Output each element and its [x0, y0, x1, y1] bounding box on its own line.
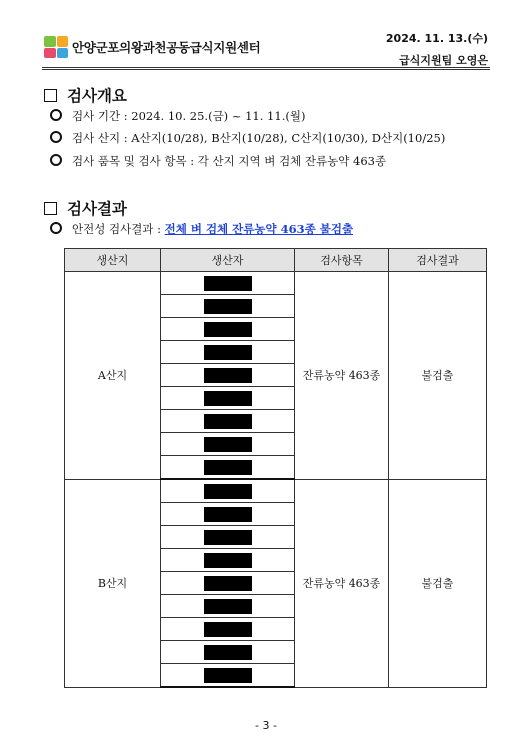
square-bullet-icon — [44, 89, 57, 102]
redacted-producer-bar — [204, 484, 252, 499]
redacted-producer-bar — [204, 576, 252, 591]
producer-cell — [161, 295, 295, 318]
producer-cell — [161, 410, 295, 433]
producer-cell — [161, 456, 295, 480]
column-header-region: 생산지 — [65, 249, 161, 272]
column-header-test-result: 검사결과 — [389, 249, 487, 272]
results-summary-value: 전체 벼 검체 잔류농약 463종 불검출 — [164, 222, 354, 236]
redacted-producer-bar — [204, 391, 252, 406]
column-header-test-item: 검사항목 — [295, 249, 389, 272]
organization-name: 안양군포의왕과천공동급식지원센터 — [72, 40, 261, 55]
producer-cell — [161, 549, 295, 572]
redacted-producer-bar — [204, 322, 252, 337]
redacted-producer-bar — [204, 276, 252, 291]
circle-bullet-icon — [50, 222, 62, 234]
producer-cell — [161, 479, 295, 503]
test-result-cell: 불검출 — [389, 272, 487, 480]
table-header-row — [65, 249, 487, 272]
table-row — [65, 272, 487, 295]
redacted-producer-bar — [204, 345, 252, 360]
test-item-cell: 잔류농약 463종 — [295, 479, 389, 687]
producer-cell — [161, 572, 295, 595]
redacted-producer-bar — [204, 553, 252, 568]
center-logo — [44, 36, 68, 58]
producer-cell — [161, 318, 295, 341]
redacted-producer-bar — [204, 530, 252, 545]
circle-bullet-icon — [50, 154, 62, 166]
redacted-producer-bar — [204, 460, 252, 475]
redacted-producer-bar — [204, 645, 252, 660]
redacted-producer-bar — [204, 507, 252, 522]
producer-cell — [161, 618, 295, 641]
test-result-cell: 불검출 — [389, 479, 487, 687]
overview-heading: 검사개요 — [44, 84, 127, 106]
page-number: - 3 - — [255, 719, 277, 732]
document-date: 2024. 11. 13.(수) — [385, 32, 488, 45]
author-team: 급식지원팀 오영은 — [399, 54, 488, 67]
redacted-producer-bar — [204, 599, 252, 614]
region-cell: A산지 — [65, 272, 161, 480]
circle-bullet-icon — [50, 109, 62, 121]
circle-bullet-icon — [50, 131, 62, 143]
producer-cell — [161, 503, 295, 526]
redacted-producer-bar — [204, 668, 252, 683]
producer-cell — [161, 433, 295, 456]
producer-cell — [161, 526, 295, 549]
square-bullet-icon — [44, 202, 57, 215]
region-cell: B산지 — [65, 479, 161, 687]
producer-cell — [161, 341, 295, 364]
producer-cell — [161, 272, 295, 295]
producer-cell — [161, 387, 295, 410]
redacted-producer-bar — [204, 622, 252, 637]
overview-item: 검사 기간 : 2024. 10. 25.(금) ~ 11. 11.(월) — [50, 108, 305, 124]
test-item-cell: 잔류농약 463종 — [295, 272, 389, 480]
results-table — [64, 248, 487, 688]
producer-cell — [161, 641, 295, 664]
producer-cell — [161, 664, 295, 688]
producer-cell — [161, 364, 295, 387]
overview-item: 검사 품목 및 검사 항목 : 각 산지 지역 벼 검체 잔류농약 463종 — [50, 153, 386, 169]
column-header-producer: 생산자 — [161, 249, 295, 272]
table-row — [65, 479, 487, 503]
overview-item: 검사 산지 : A산지(10/28), B산지(10/28), C산지(10/30), D산지(10/25) — [50, 130, 445, 146]
producer-cell — [161, 595, 295, 618]
redacted-producer-bar — [204, 437, 252, 452]
header-divider — [42, 67, 490, 70]
results-summary: 안전성 검사결과 : 전체 벼 검체 잔류농약 463종 불검출 — [50, 221, 353, 237]
redacted-producer-bar — [204, 368, 252, 383]
results-heading: 검사결과 — [44, 197, 127, 219]
redacted-producer-bar — [204, 299, 252, 314]
redacted-producer-bar — [204, 414, 252, 429]
